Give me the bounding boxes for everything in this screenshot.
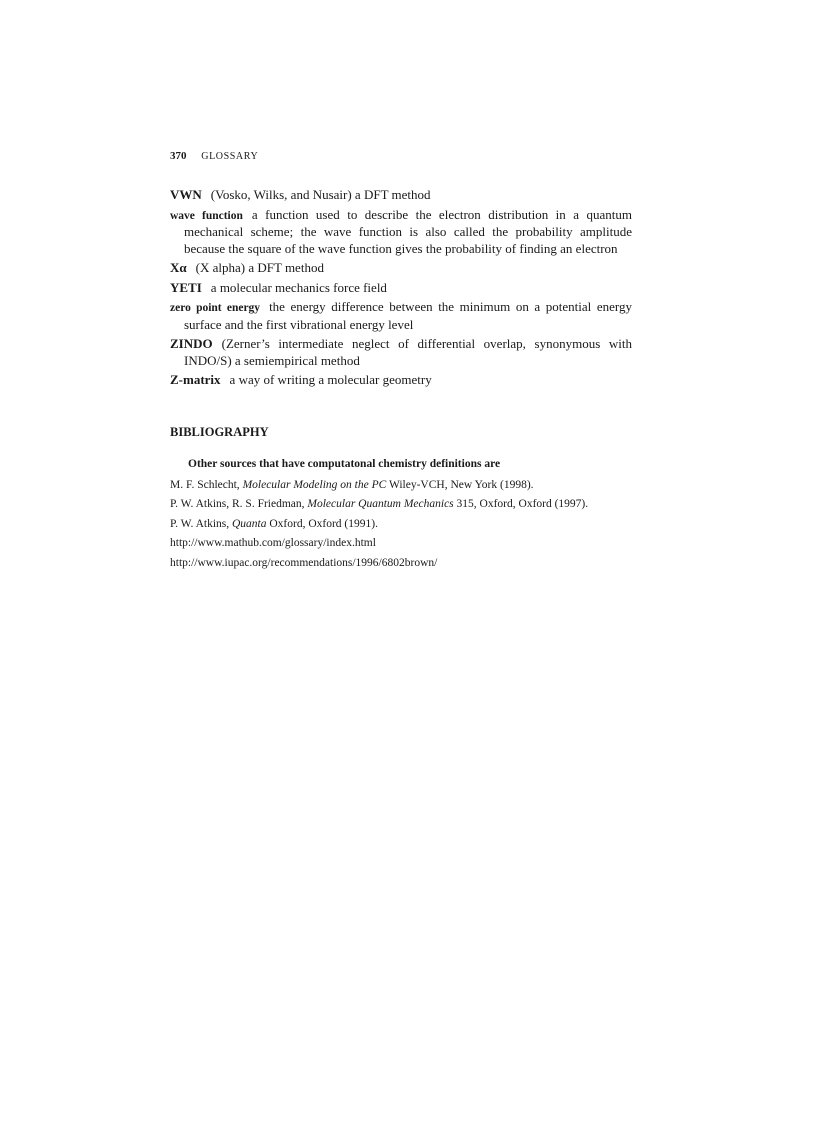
bib-authors: P. W. Atkins, xyxy=(170,517,232,530)
bibliography-heading: BIBLIOGRAPHY xyxy=(170,424,269,439)
glossary-entry-vwn xyxy=(170,187,632,204)
entry-term: VWN xyxy=(170,187,202,202)
bib-title: Molecular Modeling on the PC xyxy=(242,478,387,491)
bibliography-item xyxy=(170,497,632,513)
bibliography-intro: Other sources that have computatonal chemistry definitions are xyxy=(188,457,501,470)
bib-authors: M. F. Schlecht, xyxy=(170,478,243,491)
entry-term: zero point energy xyxy=(170,302,261,314)
glossary-entry-z-matrix xyxy=(170,372,632,389)
bibliography-link[interactable] xyxy=(170,536,632,552)
entry-definition: a molecular mechanics force field xyxy=(210,279,387,295)
entry-term: ZINDO xyxy=(170,336,213,351)
glossary-entry-zindo xyxy=(170,336,632,369)
entry-definition: (Vosko, Wilks, and Nusair) a DFT method xyxy=(210,187,431,202)
bib-publication: Wiley-VCH, New York (1998). xyxy=(386,478,534,491)
glossary-entry-wave-function xyxy=(170,207,632,258)
page-number: 370 xyxy=(170,150,187,162)
entry-definition: the energy difference between the minimum on a potential energy surface and the first vibrational energy level xyxy=(184,299,632,332)
entry-term: Xα xyxy=(170,260,187,275)
section-name: GLOSSARY xyxy=(201,151,259,162)
bib-url[interactable]: http://www.mathub.com/glossary/index.html xyxy=(170,537,376,549)
bib-url[interactable]: http://www.iupac.org/recommendations/1996/6802brown/ xyxy=(170,556,438,569)
entry-term: Z-matrix xyxy=(170,372,221,387)
bibliography-link[interactable] xyxy=(170,556,632,572)
entry-definition: (Zerner’s intermediate neglect of differential overlap, synonymous with INDO/S) a semiempirical method xyxy=(184,336,632,368)
bibliography-item xyxy=(170,517,632,533)
bib-authors: P. W. Atkins, R. S. Friedman, xyxy=(170,498,308,510)
bib-publication: Oxford, Oxford (1991). xyxy=(266,517,378,530)
bib-publication: 315, Oxford, Oxford (1997). xyxy=(453,498,589,510)
bib-title: Molecular Quantum Mechanics xyxy=(307,498,454,510)
bib-title: Quanta xyxy=(232,517,267,530)
bibliography-item xyxy=(170,478,632,494)
entry-definition: a function used to describe the electron distribution in a quantum mechanical scheme; the wave function is also called the probability amplitude because the square of the wave function gives the probability of finding an electron xyxy=(184,206,632,256)
entry-definition: (X alpha) a DFT method xyxy=(195,260,324,275)
glossary-page xyxy=(170,148,632,575)
entry-term: YETI xyxy=(170,279,202,295)
entry-term: wave function xyxy=(170,209,243,222)
glossary-entry-x-alpha xyxy=(170,260,632,277)
entry-definition: a way of writing a molecular geometry xyxy=(229,372,432,387)
glossary-entry-yeti xyxy=(170,280,632,297)
running-head xyxy=(170,148,632,165)
glossary-entry-zero-point-energy xyxy=(170,299,632,333)
